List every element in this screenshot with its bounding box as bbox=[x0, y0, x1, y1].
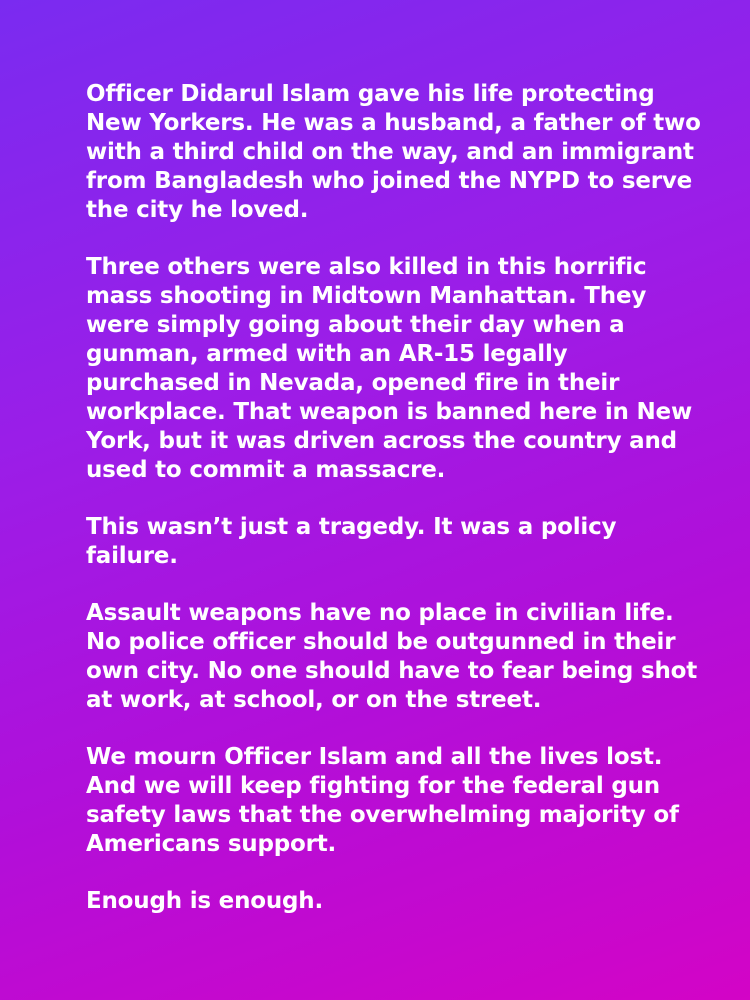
paragraph-policy-failure: This wasn’t just a tragedy. It was a policy failure. bbox=[86, 514, 617, 569]
paragraph-mourn: We mourn Officer Islam and all the lives lost. And we will keep fighting for the federal gun safety laws that the overwhelming majority of Americans support. bbox=[86, 744, 679, 857]
statement-text-block bbox=[86, 80, 706, 944]
paragraph-enough: Enough is enough. bbox=[86, 888, 324, 914]
paragraph-officer-islam: Officer Didarul Islam gave his life protecting New Yorkers. He was a husband, a father of two with a third child on the way, and an immigrant from Bangladesh who joined the NYPD to serve the city he loved. bbox=[86, 81, 701, 223]
paragraph-mass-shooting: Three others were also killed in this horrific mass shooting in Midtown Manhattan. They were simply going about their day when a gunman, armed with an AR-15 legally purchased in Nevada, opened fire in their workplace. That weapon is banned here in New York, but it was driven across the country and used to commit a massacre. bbox=[86, 254, 693, 483]
paragraph-assault-weapons: Assault weapons have no place in civilian life. No police officer should be outgunned in their own city. No one should have to fear being shot at work, at school, or on the street. bbox=[86, 600, 698, 713]
